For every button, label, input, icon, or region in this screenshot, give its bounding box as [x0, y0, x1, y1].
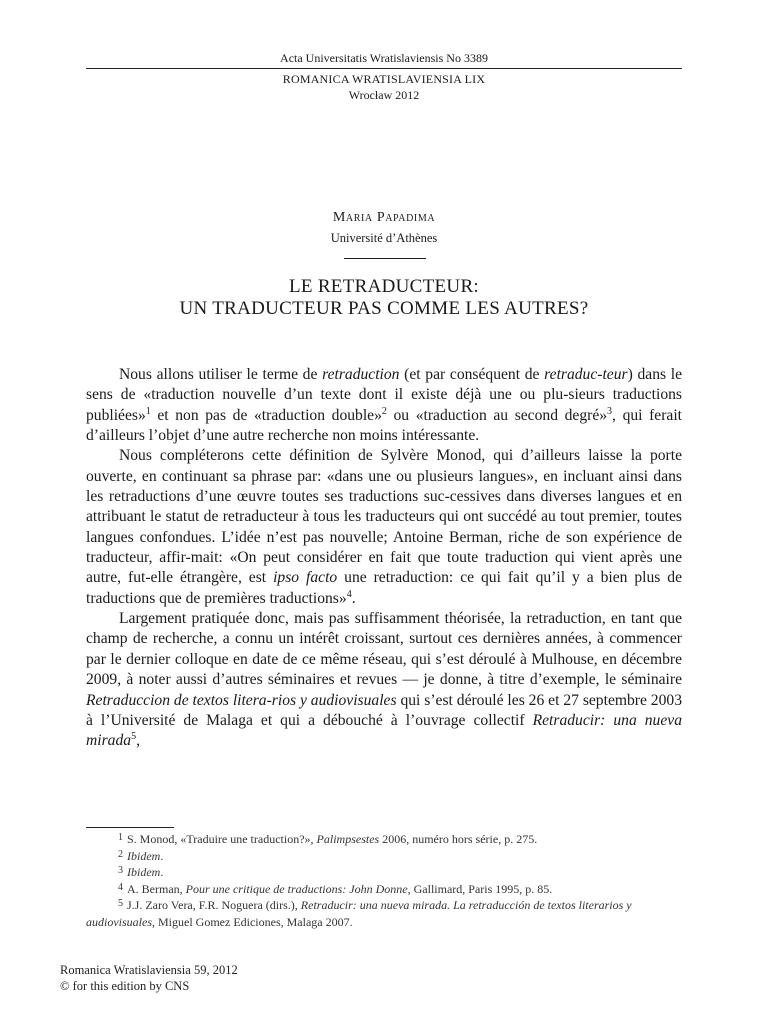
footnotes [86, 831, 682, 931]
journal-name-line: ROMANICA WRATISLAVIENSIA LIX [282, 72, 486, 86]
footnote-2: $^2$ Ibidem. [118, 848, 164, 863]
footnote-ref-4[interactable]: 4 [346, 588, 352, 600]
article-title-line-2: UN TRADUCTEUR PAS COMME LES AUTRES? [179, 298, 589, 319]
author-affiliation: Université d’Athènes [330, 231, 438, 245]
author-name-text: Maria Papadima [332, 210, 436, 225]
footnote-ref-5[interactable]: 5 [131, 731, 137, 743]
article-body [86, 365, 682, 752]
footnote-ref-2[interactable]: 2 [381, 405, 387, 417]
journal-series-line: Acta Universitatis Wratislaviensis No 3389 [280, 51, 488, 65]
paragraph-2: Nous compléterons cette définition de Sylvère Monod, qui d’ailleurs laisse la porte ouverte, en continuant sa phrase par: «dans une ou plusieurs langues», en incluant ainsi dans les retraductions d’une œuvre toutes ses traductions suc-cessives dans diverses langues et en attribuant le statut de retraducteur à tous les traducteurs qui ont succédé au tout premier, toutes langues confondues. L’idée n’est pas nouvelle; Antoine Berman, riche de son expérience de traducteur, affir-mait: «On peut considérer en fait que toute traduction qui vient après une autre, fut-elle étrangère, est ipso facto une retraduction: ce qui fait qu’il y a bien plus de traductions que de premières traductions»$^4$. [86, 447, 683, 607]
footer-journal-line: Romanica Wratislaviensia 59, 2012 [60, 963, 238, 977]
footnote-3: $^3$ Ibidem. [118, 865, 164, 880]
journal-place-year-line: Wrocław 2012 [348, 88, 420, 102]
footnote-4: $^4$ A. Berman, Pour une critique de traductions: John Donne, Gallimard, Paris 1995, p. 85. [118, 881, 553, 896]
footnote-rule [86, 827, 174, 828]
footnote-1: $^1$ S. Monod, «Traduire une traduction?», Palimpsestes 2006, numéro hors série, p. 275. [118, 832, 538, 846]
paragraph-1: Nous allons utiliser le terme de retraduction (et par conséquent de retraduc-teur) dans le sens de «traduction nouvelle d’un texte dont il existe déjà une ou plu-sieurs traductions publiées»$^1$ et non pas de «traduction double»$^2$ ou «traduction au second degré»$^3$, qui ferait d’ailleurs l’objet d’une autre recherche non moins intéressante. [86, 366, 683, 445]
footnote-ref-3[interactable]: 3 [607, 405, 613, 417]
footer-copyright-line: © for this edition by CNS [60, 979, 190, 993]
footnote-ref-1[interactable]: 1 [145, 405, 151, 417]
article-title-line-1: LE RETRADUCTEUR: [288, 276, 480, 297]
author-name [0, 210, 768, 226]
footnote-5: $^5$ J.J. Zaro Vera, F.R. Noguera (dirs.), Retraducir: una nueva mirada. La retraducción de textos literarios y audiovisuales, Miguel Gomez Ediciones, Malaga 2007. [86, 898, 632, 929]
paragraph-3: Largement pratiquée donc, mais pas suffisamment théorisée, la retraduction, en tant que champ de recherche, a connu un intérêt croissant, surtout ces dernières années, à commencer par le dernier colloque en date de ce même réseau, qui s’est déroulé à Mulhouse, en décembre 2009, à noter aussi d’autres séminaires et revues — je donne, à titre d’exemple, le séminaire Retraduccion de textos litera-rios y audiovisuales qui s’est déroulé les 26 et 27 septembre 2003 à l’Université de Malaga et qui a débouché à l’ouvrage collectif Retraducir: una nueva mirada$^5$, [86, 610, 682, 750]
header-rule [86, 68, 682, 69]
author-rule [344, 258, 426, 259]
